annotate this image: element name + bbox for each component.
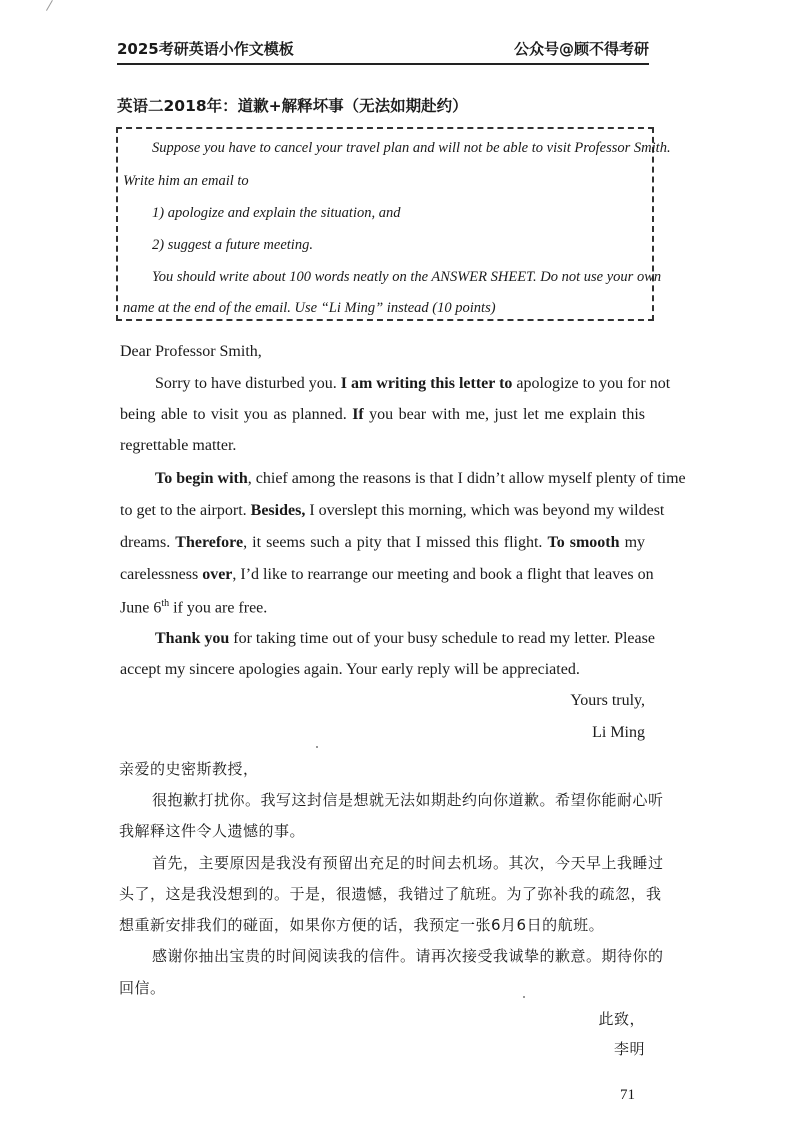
header-rule	[117, 63, 649, 65]
letter-line: To begin with, chief among the reasons is that I didn’t allow myself plenty of time	[155, 470, 686, 487]
letter-line: regrettable matter.	[120, 437, 237, 454]
letter-line: Sorry to have disturbed you. I am writing this letter to apologize to you for not	[155, 375, 671, 392]
prompt-line: Suppose you have to cancel your travel plan and will not be able to visit Professor Smith.	[152, 140, 671, 156]
translation-line: 想重新安排我们的碰面，如果你方便的话，我预定一张6月6日的航班。	[119, 916, 605, 934]
prompt-line: name at the end of the email. Use “Li Ming” instead (10 points)	[123, 300, 496, 316]
translation-line: 感谢你抽出宝贵的时间阅读我的信件。请再次接受我诚挚的歉意。期待你的	[152, 947, 664, 965]
prompt-line: You should write about 100 words neatly on the ANSWER SHEET. Do not use your own	[152, 269, 662, 285]
translation-closing: 此致，	[598, 1010, 645, 1028]
account-name: 公众号@顾不得考研	[513, 40, 649, 58]
letter-salutation: Dear Professor Smith,	[120, 343, 262, 360]
page-header	[117, 38, 649, 59]
letter-line: June 6th if you are free.	[120, 598, 268, 617]
speck	[316, 746, 318, 748]
translation-line: 我解释这件令人遗憾的事。	[119, 822, 306, 840]
translation-line: 回信。	[119, 979, 166, 997]
book-title: 2025考研英语小作文模板	[117, 40, 294, 58]
speck	[523, 996, 525, 998]
letter-line: dreams. Therefore, it seems such a pity that I missed this flight. To smooth my	[120, 534, 646, 551]
page-number: 71	[620, 1087, 635, 1103]
letter-line: being able to visit you as planned. If you bear with me, just let me explain this	[120, 406, 645, 423]
letter-line: to get to the airport. Besides, I overslept this morning, which was beyond my wildest	[120, 502, 665, 519]
translation-line: 头了，这是我没想到的。于是，很遗憾，我错过了航班。为了弥补我的疏忽，我	[119, 885, 662, 903]
scan-mark	[46, 0, 54, 11]
letter-signature: Li Ming	[592, 724, 645, 741]
translation-line: 很抱歉打扰你。我写这封信是想就无法如期赴约向你道歉。希望你能耐心听	[152, 791, 664, 809]
translation-signature: 李明	[613, 1040, 645, 1058]
prompt-line: 1) apologize and explain the situation, and	[152, 205, 401, 221]
letter-line: accept my sincere apologies again. Your early reply will be appreciated.	[120, 661, 580, 678]
letter-line: Thank you for taking time out of your busy schedule to read my letter. Please	[155, 630, 655, 647]
letter-line: carelessness over, I’d like to rearrange our meeting and book a flight that leaves on	[120, 566, 654, 583]
translation-salutation: 亲爱的史密斯教授，	[119, 760, 259, 778]
prompt-line: Write him an email to	[123, 173, 249, 189]
letter-closing: Yours truly,	[570, 692, 645, 709]
translation-line: 首先，主要原因是我没有预留出充足的时间去机场。其次，今天早上我睡过	[152, 854, 664, 872]
prompt-line: 2) suggest a future meeting.	[152, 237, 313, 253]
section-title: 英语二2018年：道歉+解释坏事（无法如期赴约）	[117, 97, 468, 115]
